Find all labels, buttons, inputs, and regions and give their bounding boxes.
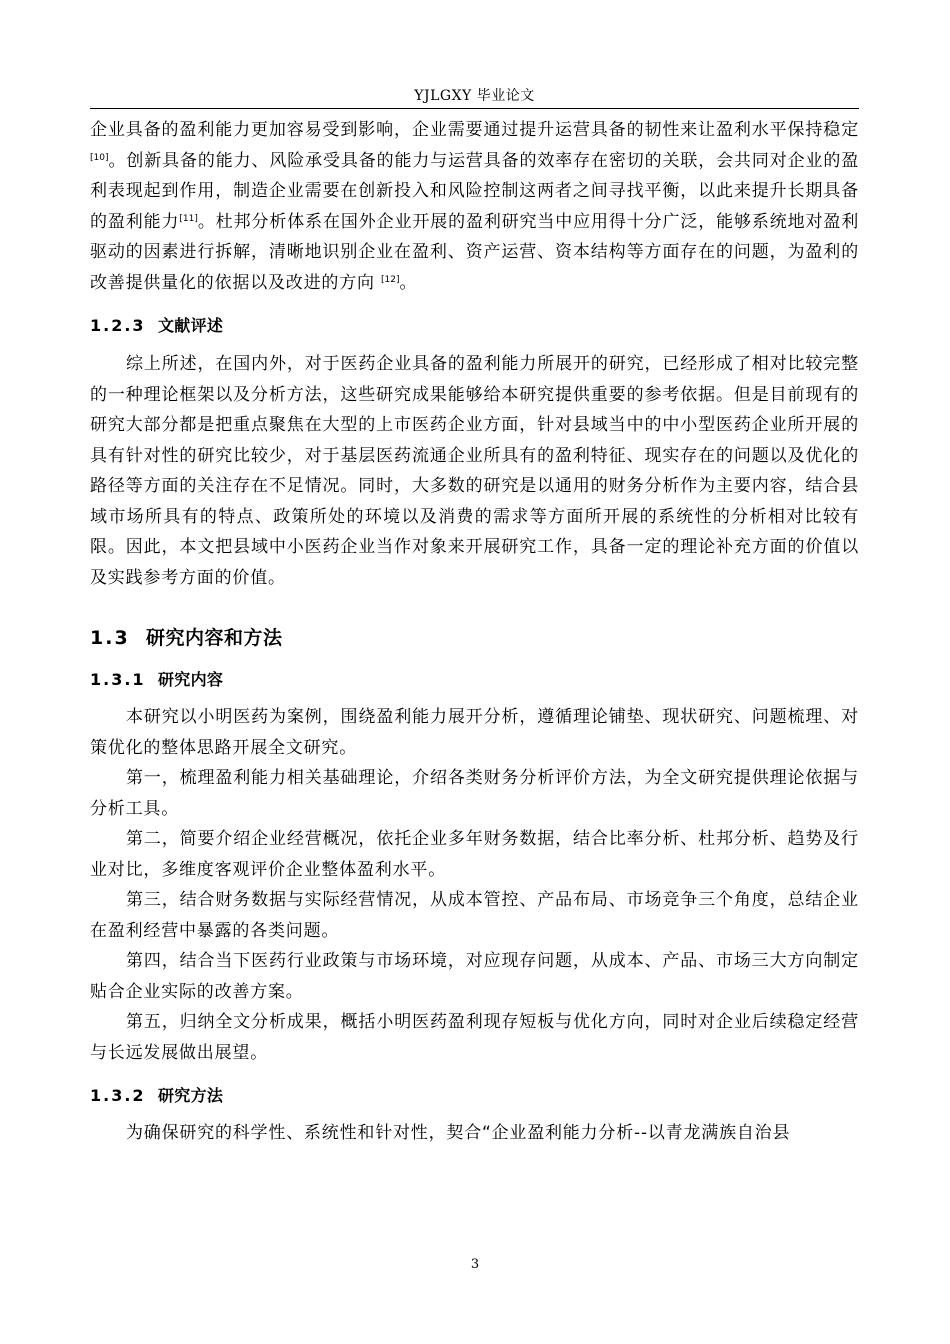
- paragraph-text: 企业具备的盈利能力更加容易受到影响，企业需要通过提升运营具备的韧性来让盈利水平保持稳定: [90, 120, 859, 140]
- paragraph-research-step-1: 第一，梳理盈利能力相关基础理论，介绍各类财务分析评价方法，为全文研究提供理论依据与分析工具。: [90, 768, 859, 819]
- citation-ref-10: [10]: [90, 152, 109, 163]
- page-number: 3: [470, 1257, 480, 1272]
- paragraph-text: 。杜邦分析体系在国外企业开展的盈利研究当中应用得十分广泛，能够系统地对盈利驱动的因素进行拆解，清晰地识别企业在盈利、资产运营、资本结构等方面存在的问题，为盈利的改善提供量化的依据以及改进的方向: [90, 211, 860, 293]
- paragraph-research-step-4: 第四，结合当下医药行业政策与市场环境，对应现存问题，从成本、产品、市场三大方向制定贴合企业实际的改善方案。: [90, 951, 859, 1002]
- section-title: 研究内容和方法: [146, 627, 283, 649]
- section-title: 研究方法: [158, 1086, 224, 1105]
- section-number: 1.2.3: [90, 316, 146, 335]
- paragraph-literature-abroad: [90, 115, 859, 298]
- section-heading-1-3-2: [90, 1085, 859, 1107]
- page-body: [90, 115, 859, 1149]
- paragraph-research-step-2: 第二，简要介绍企业经营概况，依托企业多年财务数据，结合比率分析、杜邦分析、趋势及行业对比，多维度客观评价企业整体盈利水平。: [90, 829, 859, 880]
- paragraph-research-overview: 本研究以小明医药为案例，围绕盈利能力展开分析，遵循理论铺垫、现状研究、问题梳理、对策优化的整体思路开展全文研究。: [90, 707, 859, 758]
- section-title: 研究内容: [158, 670, 224, 689]
- section-number: 1.3.2: [90, 1086, 146, 1105]
- citation-ref-12: [12]: [381, 274, 400, 285]
- citation-ref-11: [11]: [179, 213, 198, 224]
- paragraph-text: 。: [399, 272, 418, 293]
- section-number: 1.3: [90, 627, 130, 649]
- section-heading-1-3: [90, 625, 859, 651]
- paragraph-literature-review: 综上所述，在国内外，对于医药企业具备的盈利能力所展开的研究，已经形成了相对比较完整的一种理论框架以及分析方法，这些研究成果能够给本研究提供重要的参考依据。但是目前现有的研究大部分都是把重点聚焦在大型的上市医药企业方面，针对县域当中的中小型医药企业所开展的具有针对性的研究比较少，对于基层医药流通企业所具有的盈利特征、现实存在的问题以及优化的路径等方面的关注存在不足情况。同时，大多数的研究是以通用的财务分析作为主要内容，结合县域市场所具有的特点、政策所处的环境以及消费的需求等方面所开展的系统性的分析相对比较有限。因此，本文把县域中小医药企业当作对象来开展研究工作，具备一定的理论补充方面的价值以及实践参考方面的价值。: [90, 354, 859, 588]
- running-header: YJLGXY 毕业论文: [414, 88, 535, 104]
- section-number: 1.3.1: [90, 670, 146, 689]
- paragraph-research-step-5: 第五，归纳全文分析成果，概括小明医药盈利现存短板与优化方向，同时对企业后续稳定经营与长远发展做出展望。: [90, 1012, 859, 1063]
- paragraph-research-methods: 为确保研究的科学性、系统性和针对性，契合“企业盈利能力分析--以青龙满族自治县: [126, 1123, 791, 1143]
- header-rule: [90, 108, 859, 109]
- section-title: 文献评述: [158, 316, 224, 335]
- section-heading-1-2-3: [90, 315, 859, 337]
- paragraph-text: 。创新具备的能力、风险承受具备的能力与运营具备的效率存在密切的关联，会共同对企业的盈利表现起到作用，制造企业需要在创新投入和风险控制这两者之间寻找平衡，以此来提升长期具备的盈利能力: [90, 150, 859, 232]
- section-heading-1-3-1: [90, 669, 859, 691]
- paragraph-research-step-3: 第三，结合财务数据与实际经营情况，从成本管控、产品布局、市场竞争三个角度，总结企业在盈利经营中暴露的各类问题。: [90, 890, 859, 941]
